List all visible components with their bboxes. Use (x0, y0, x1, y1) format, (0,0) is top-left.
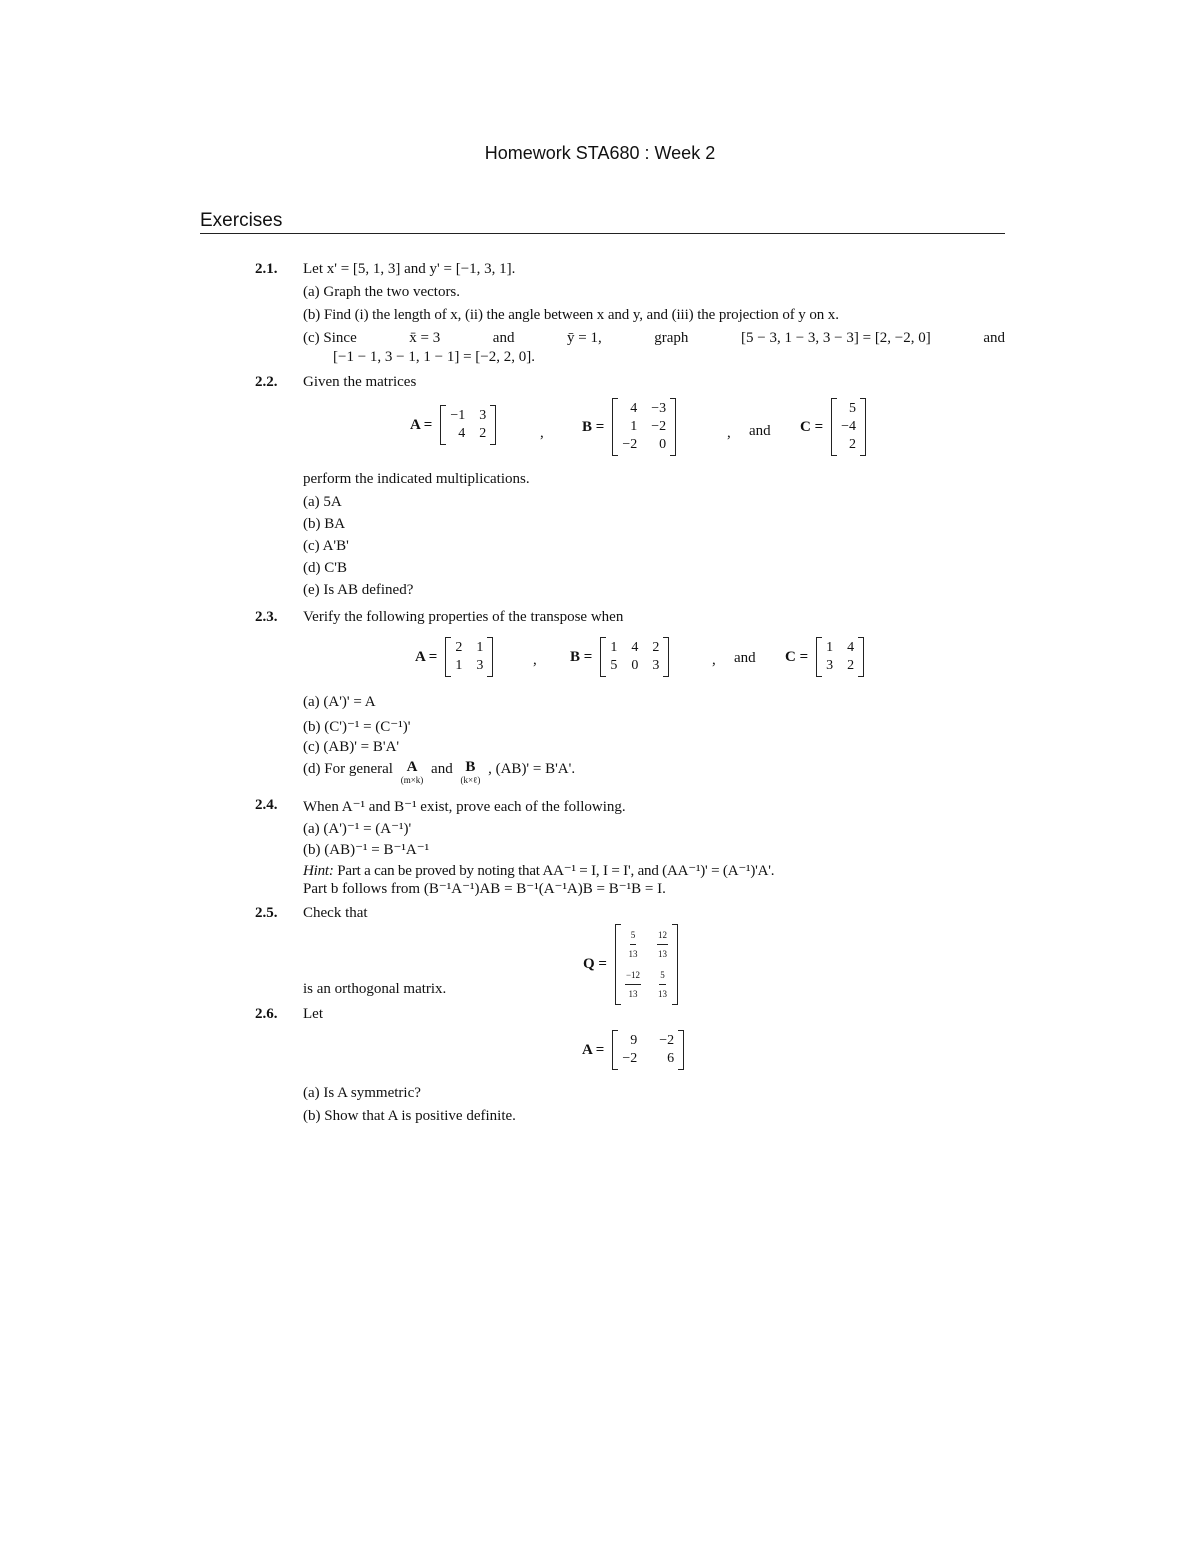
exercise-text: Let (303, 1006, 323, 1022)
matrix-C (785, 637, 864, 677)
bracket-right (663, 637, 669, 677)
matrix-entries (621, 924, 672, 1005)
c-word: and (492, 330, 515, 346)
matrix-entry: 2 (455, 640, 463, 655)
matrix-label: A = (410, 416, 433, 433)
d-matrix-name: A (406, 759, 418, 775)
exercise-text: Let x' = [5, 1, 3] and y' = [−1, 3, 1]. (303, 261, 516, 277)
bracket-right (670, 398, 676, 456)
d-and: and (431, 761, 453, 777)
c-word: and (983, 330, 1005, 346)
exercise-part-c (303, 330, 1005, 347)
matrix-entries (837, 398, 860, 456)
matrix-entry: −3 (651, 401, 667, 416)
exercise-text: When A⁻¹ and B⁻¹ exist, prove each of the following. (303, 799, 626, 815)
bracket-right (672, 924, 678, 1005)
page-title: Homework STA680 : Week 2 (484, 143, 716, 163)
matrix-Q (583, 924, 678, 1005)
matrix-entries (618, 1030, 678, 1070)
bracket-right (678, 1030, 684, 1070)
bracket-right (860, 398, 866, 456)
matrix-entry: −2 (659, 1033, 675, 1048)
c-word: (c) Since (303, 330, 357, 346)
matrix-B (582, 398, 676, 456)
matrix-B (570, 637, 669, 677)
bracket-right (487, 637, 493, 677)
matrix-entry: 4 (847, 640, 855, 655)
separator: , (533, 652, 537, 668)
matrix-entry: 6 (667, 1051, 675, 1066)
fraction-entry: $\frac{5}{13}$ (625, 926, 641, 963)
matrix-entries (618, 398, 670, 456)
exercise-part: (c) A'B' (303, 538, 349, 554)
c-word: ȳ = 1, (567, 330, 602, 346)
exercise-part-cont: [−1 − 1, 3 − 1, 1 − 1] = [−2, 2, 0]. (333, 349, 535, 365)
exercise-number: 2.3. (255, 609, 278, 625)
matrix-entry: 5 (610, 658, 618, 673)
matrix-A (582, 1030, 684, 1070)
section-heading: Exercises (200, 210, 283, 231)
matrix-entry: 4 (458, 426, 466, 441)
d-suffix: , (AB)' = B'A'. (488, 761, 576, 777)
d-matrix-name: B (465, 759, 476, 775)
separator: , (712, 652, 716, 668)
matrix-entry: 0 (659, 437, 667, 452)
sized-matrix-B (460, 761, 480, 787)
matrix-entry: 3 (479, 408, 487, 423)
heading-rule (200, 233, 1005, 234)
exercise-part: (a) Graph the two vectors. (303, 284, 461, 300)
matrix-entry: 1 (476, 640, 484, 655)
c-word: x̄ = 3 (409, 330, 441, 346)
hint-text: Part a can be proved by noting that AA⁻¹ = I, I = I', and (AA⁻¹)' = (A⁻¹)'A'. (337, 863, 775, 879)
matrix-entry: −2 (622, 437, 638, 452)
matrix-label: B = (582, 418, 605, 435)
exercise-text: Verify the following properties of the transpose when (303, 609, 624, 625)
matrix-label: B = (570, 648, 593, 665)
exercise-part: (b) Find (i) the length of x, (ii) the angle between x and y, and (iii) the projection of y on x. (303, 307, 839, 323)
exercise-text: is an orthogonal matrix. (303, 981, 447, 997)
hint-label: Hint: (303, 863, 334, 879)
exercise-number: 2.2. (255, 374, 278, 390)
matrix-A (410, 405, 496, 445)
c-word: graph (654, 330, 689, 346)
matrix-entries (451, 637, 487, 677)
exercise-part: (d) C'B (303, 560, 347, 576)
matrix-entry: 3 (652, 658, 660, 673)
exercise-part-d (303, 761, 575, 787)
matrix-label: C = (800, 418, 824, 435)
matrix-entry: 1 (455, 658, 463, 673)
bracket-right (490, 405, 496, 445)
matrix-label: A = (582, 1041, 605, 1058)
exercise-part: (b) (AB)⁻¹ = B⁻¹A⁻¹ (303, 842, 430, 858)
matrix-entry: −2 (651, 419, 667, 434)
exercise-part: (b) Show that A is positive definite. (303, 1108, 516, 1124)
d-matrix-size: (k×ℓ) (460, 775, 481, 785)
sized-matrix-A (401, 761, 424, 787)
matrix-entry: 9 (630, 1033, 638, 1048)
d-prefix: (d) For general (303, 761, 393, 777)
exercise-number: 2.6. (255, 1006, 278, 1022)
matrix-entry: 1 (826, 640, 834, 655)
matrix-entries (822, 637, 858, 677)
exercise-number: 2.4. (255, 797, 278, 813)
matrix-entry: −2 (622, 1051, 638, 1066)
matrix-label: C = (785, 648, 809, 665)
exercise-part: (c) (AB)' = B'A' (303, 739, 400, 755)
exercise-part: (a) (A')⁻¹ = (A⁻¹)' (303, 821, 412, 837)
matrix-entry: −1 (450, 408, 466, 423)
matrix-entry: 1 (610, 640, 618, 655)
fraction-entry: $\frac{-12}{13}$ (625, 966, 641, 1003)
hint-line: Part b follows from (B⁻¹A⁻¹)AB = B⁻¹(A⁻¹A)B = B⁻¹B = I. (303, 881, 666, 897)
fraction-entry: $\frac{5}{13}$ (657, 966, 668, 1003)
matrix-entry: 2 (849, 437, 857, 452)
fraction-entry: $\frac{12}{13}$ (657, 926, 668, 963)
matrix-A (415, 637, 493, 677)
matrix-entry: 1 (630, 419, 638, 434)
matrix-label: A = (415, 648, 438, 665)
separator: , (540, 425, 544, 441)
matrix-entries (446, 405, 490, 445)
and-word: and (749, 423, 771, 439)
matrix-entry: 0 (631, 658, 639, 673)
matrix-entry: 4 (630, 401, 638, 416)
matrix-C (800, 398, 866, 456)
separator: , (727, 425, 731, 441)
matrix-entry: 2 (479, 426, 487, 441)
hint-line (303, 861, 1005, 880)
bracket-right (858, 637, 864, 677)
exercise-part: (a) Is A symmetric? (303, 1085, 421, 1101)
exercise-text: Check that (303, 905, 368, 921)
and-word: and (734, 650, 756, 666)
exercise-part: (b) (C')⁻¹ = (C⁻¹)' (303, 719, 411, 735)
exercise-number: 2.1. (255, 261, 278, 277)
matrix-entry: 5 (849, 401, 857, 416)
exercise-number: 2.5. (255, 905, 278, 921)
matrix-entry: 2 (847, 658, 855, 673)
matrix-entry: 3 (826, 658, 834, 673)
c-word: [5 − 3, 1 − 3, 3 − 3] = [2, −2, 0] (740, 330, 931, 346)
matrix-entry: 3 (476, 658, 484, 673)
matrix-label: Q = (583, 956, 607, 972)
exercise-part: (a) (A')' = A (303, 694, 376, 710)
d-matrix-size: (m×k) (400, 775, 424, 785)
matrix-entries (606, 637, 663, 677)
exercise-part: (b) BA (303, 516, 346, 532)
exercise-part: (e) Is AB defined? (303, 582, 414, 598)
matrix-entry: 2 (652, 640, 660, 655)
matrix-entry: 4 (631, 640, 639, 655)
matrix-entry: −4 (841, 419, 857, 434)
exercise-text: perform the indicated multiplications. (303, 471, 530, 487)
exercise-text: Given the matrices (303, 374, 417, 390)
exercise-part: (a) 5A (303, 494, 342, 510)
